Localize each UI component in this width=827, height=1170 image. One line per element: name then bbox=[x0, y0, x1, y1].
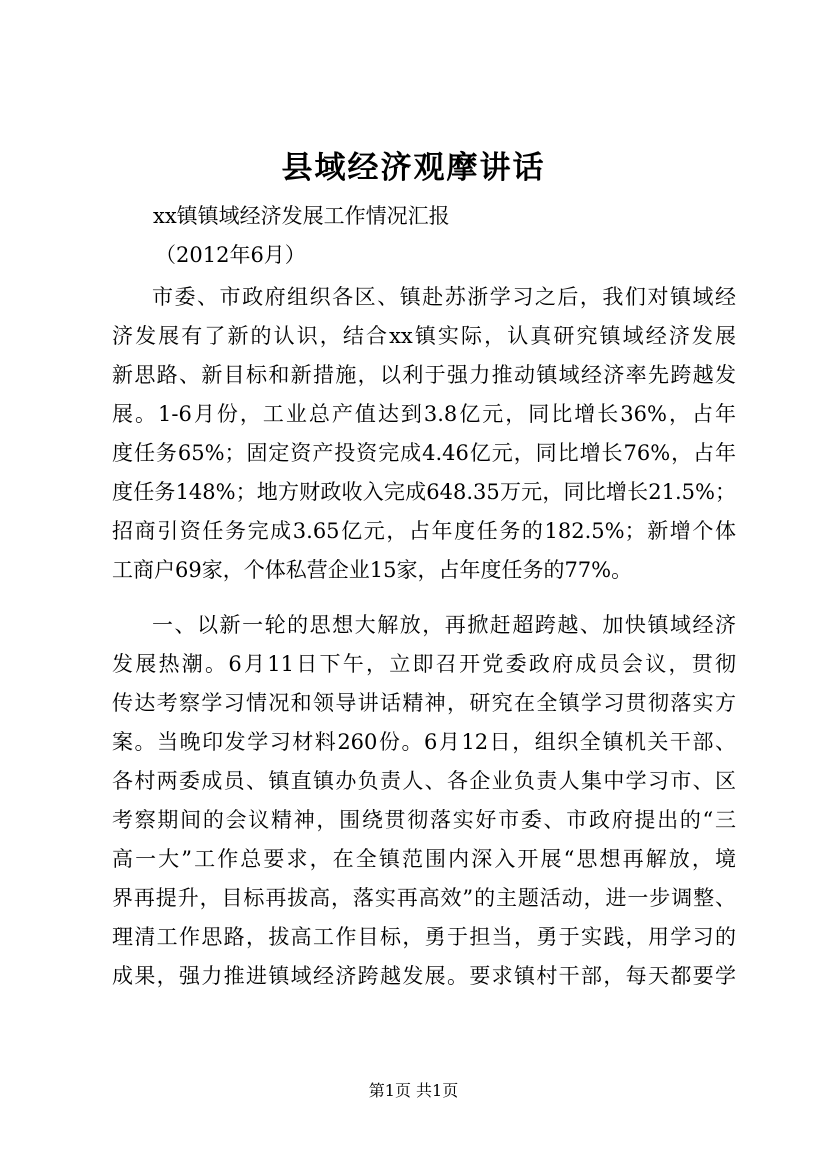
paragraph-line: 新思路、新目标和新措施，以利于强力推动镇域经济率先跨越发 bbox=[112, 363, 736, 387]
paragraph-line: 招商引资任务完成3.65亿元，占年度任务的182.5%；新增个体 bbox=[112, 519, 736, 543]
report-subtitle: xx镇镇域经济发展工作情况汇报 bbox=[153, 204, 450, 228]
paragraph-intro bbox=[112, 278, 736, 590]
paragraph-line: 各村两委成员、镇直镇办负责人、各企业负责人集中学习市、区 bbox=[112, 769, 736, 793]
paragraph-line: 界再提升，目标再拔高，落实再高效”的主题活动，进一步调整、 bbox=[112, 886, 736, 910]
paragraph-line: 成果，强力推进镇域经济跨越发展。要求镇村干部，每天都要学 bbox=[112, 964, 736, 988]
paragraph-line: 度任务148%；地方财政收入完成648.35万元，同比增长21.5%； bbox=[112, 480, 736, 504]
paragraph-line: 案。当晚印发学习材料260份。6月12日，组织全镇机关干部、 bbox=[112, 730, 736, 754]
paragraph-line: 市委、市政府组织各区、镇赴苏浙学习之后，我们对镇域经 bbox=[152, 285, 736, 309]
page-footer: 第1页 共1页 bbox=[368, 1081, 459, 1100]
paragraph-line: 一、以新一轮的思想大解放，再掀赶超跨越、加快镇域经济 bbox=[152, 613, 736, 637]
paragraph-line: 理清工作思路，拔高工作目标，勇于担当，勇于实践，用学习的 bbox=[112, 925, 736, 949]
paragraph-line: 展。1-6月份，工业总产值达到3.8亿元，同比增长36%，占年 bbox=[112, 402, 736, 426]
document-title: 县域经济观摩讲话 bbox=[281, 150, 546, 186]
paragraph-section-one bbox=[112, 606, 736, 996]
paragraph-line: 济发展有了新的认识，结合xx镇实际，认真研究镇域经济发展 bbox=[112, 324, 736, 348]
paragraph-line: 度任务65%；固定资产投资完成4.46亿元，同比增长76%，占年 bbox=[112, 441, 736, 465]
paragraph-line: 发展热潮。6月11日下午，立即召开党委政府成员会议，贯彻 bbox=[112, 652, 736, 676]
paragraph-line: 工商户69家，个体私营企业15家，占年度任务的77%。 bbox=[112, 558, 633, 582]
paragraph-line: 传达考察学习情况和领导讲话精神，研究在全镇学习贯彻落实方 bbox=[112, 691, 736, 715]
report-date: （2012年6月） bbox=[155, 243, 306, 267]
paragraph-line: 高一大”工作总要求，在全镇范围内深入开展“思想再解放，境 bbox=[112, 847, 736, 871]
paragraph-line: 考察期间的会议精神，围绕贯彻落实好市委、市政府提出的“三 bbox=[112, 808, 736, 832]
